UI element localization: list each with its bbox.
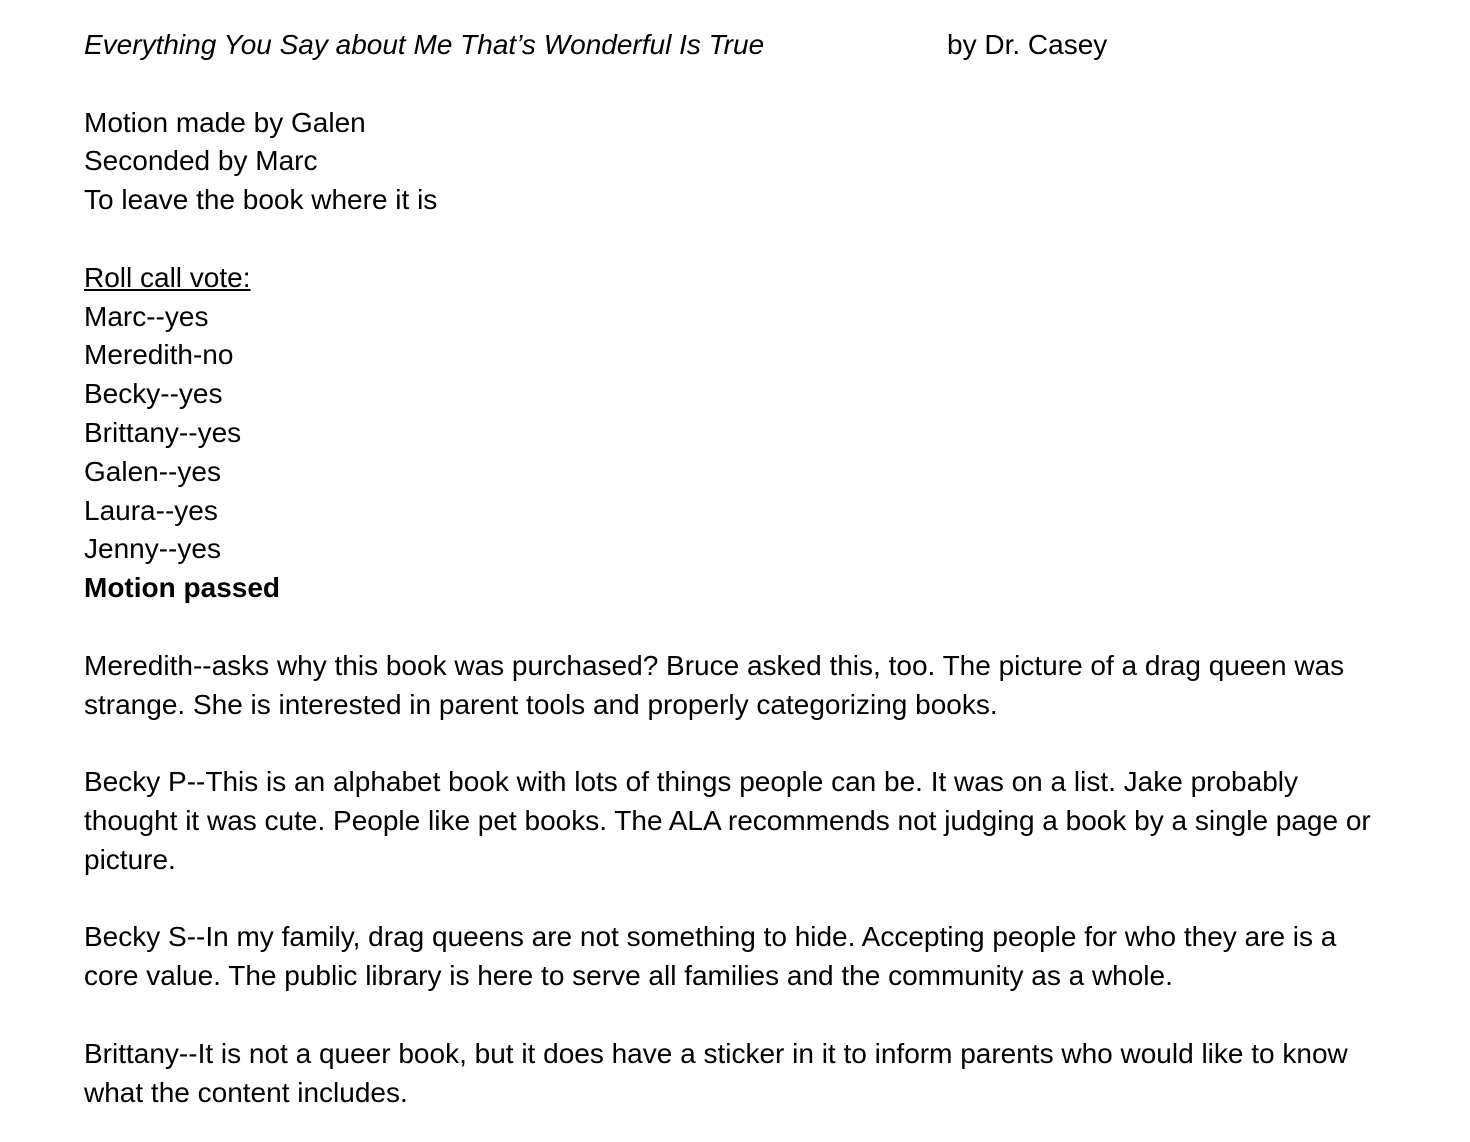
vote-entry: Meredith-no bbox=[84, 339, 234, 371]
vote-entry: Laura--yes bbox=[84, 494, 218, 526]
spacer bbox=[84, 996, 1384, 1035]
document-page bbox=[84, 26, 1384, 1112]
comment-paragraph: Becky S--In my family, drag queens are not something to hide. Accepting people for who they are is a core value. The public library is here to serve all families and the community as a whole. bbox=[84, 921, 1337, 992]
comment-paragraph: Meredith--asks why this book was purchased? Bruce asked this, too. The picture of a drag queen was strange. She is interested in parent tools and properly categorizing books. bbox=[84, 649, 1345, 720]
motion-result: Motion passed bbox=[84, 572, 281, 604]
book-title: Everything You Say about Me That’s Wonderful Is True bbox=[84, 29, 765, 60]
motion-description: To leave the book where it is bbox=[84, 184, 438, 216]
motion-seconded-by: Seconded by Marc bbox=[84, 145, 318, 177]
motion-made-by: Motion made by Galen bbox=[84, 106, 366, 138]
vote-entry: Marc--yes bbox=[84, 300, 209, 332]
book-author: by Dr. Casey bbox=[947, 29, 1108, 60]
vote-entry: Galen--yes bbox=[84, 455, 221, 487]
comment-paragraph: Brittany--It is not a queer book, but it does have a sticker in it to inform parents who would like to know what the content includes. bbox=[84, 1037, 1348, 1108]
vote-entry: Becky--yes bbox=[84, 378, 223, 410]
spacer bbox=[84, 220, 1384, 259]
vote-entry: Jenny--yes bbox=[84, 533, 221, 565]
spacer bbox=[84, 724, 1384, 763]
vote-entry: Brittany--yes bbox=[84, 416, 242, 448]
comment-paragraph: Becky P--This is an alphabet book with lots of things people can be. It was on a list. Jake probably thought it was cute. People like pet books. The ALA recommends not judging a book by a single page or picture. bbox=[84, 766, 1371, 875]
spacer bbox=[84, 65, 1384, 104]
spacer bbox=[84, 608, 1384, 647]
roll-call-heading: Roll call vote: bbox=[84, 261, 251, 293]
spacer bbox=[84, 880, 1384, 919]
title-line bbox=[84, 26, 1384, 65]
